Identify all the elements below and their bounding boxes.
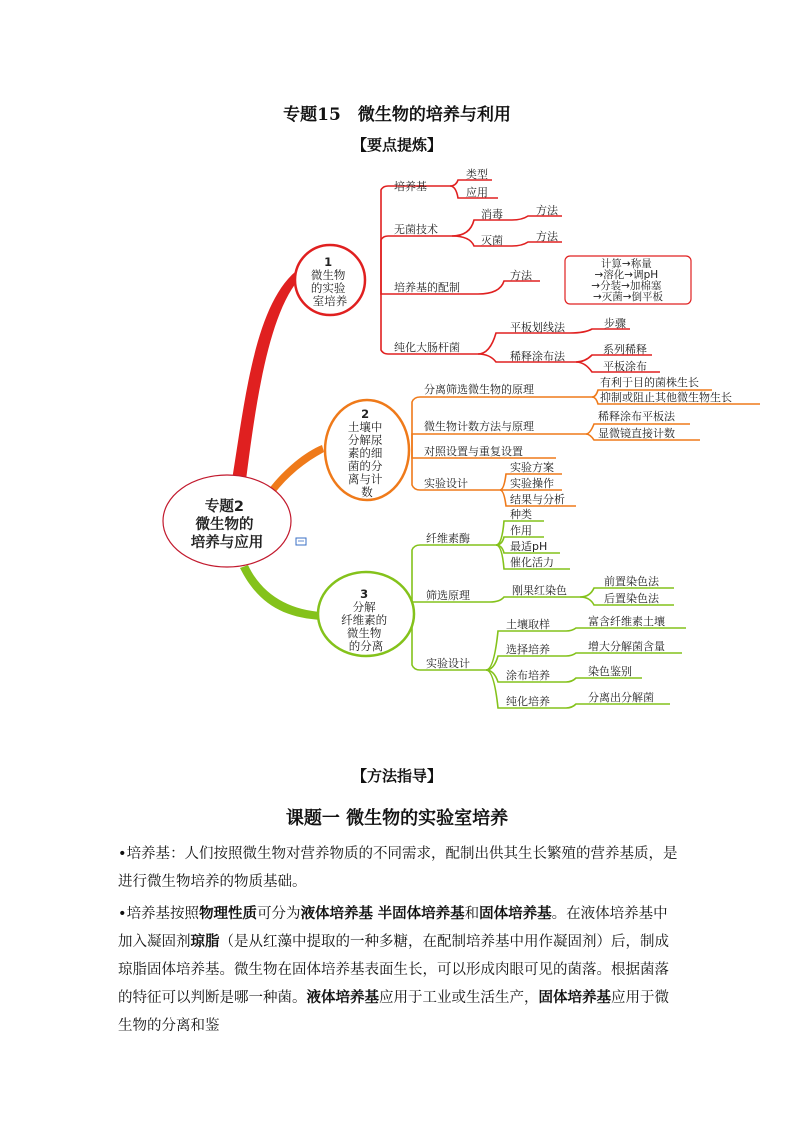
para2-text-6: （是从红藻中提取的一种多糖，在配制培养基中用作凝固剂）后，制成琼脂固体培养基。微生物在固体培养基表面生长，可以形成肉眼可见的菌落。根据菌落的特征可以判断是哪一种菌。 xyxy=(118,934,669,1006)
para2-bold-7: 固体培养基 xyxy=(538,990,611,1006)
b2-principle: 分离筛选微生物的原理 xyxy=(424,383,534,396)
section-heading-points: 【要点提炼】 xyxy=(351,136,442,154)
branch-3-line-4: 的分离 xyxy=(348,639,384,653)
b3-enzyme-2: 作用 xyxy=(510,524,532,537)
center-line-3: 培养与应用 xyxy=(190,535,264,551)
branch-2-line-3: 素的细 xyxy=(347,446,383,460)
prep-step-1: 计算→称量 xyxy=(600,258,652,270)
b3-purify-result: 分离出分解菌 xyxy=(588,691,654,704)
b2-principle-2: 抑制或阻止其他微生物生长 xyxy=(600,391,732,404)
svg-text:2 土壤中 分解尿 素的细 xyxy=(348,407,386,499)
bullet: • xyxy=(118,906,127,922)
b3-purify: 纯化培养 xyxy=(506,695,550,708)
branch-2-line-5: 离与计 xyxy=(347,472,383,486)
b1-aseptic: 无菌技术 xyxy=(394,223,438,236)
center-line-1: 专题2 xyxy=(204,499,245,515)
b2-count: 微生物计数方法与原理 xyxy=(424,420,534,433)
b2-design-2: 实验操作 xyxy=(510,477,554,490)
b1-type: 类型 xyxy=(466,168,488,181)
branch-1-line-1: 微生物 xyxy=(310,268,346,282)
para2-text-1: 培养基按照 xyxy=(126,906,200,922)
para2-bold-1: 物理性质 xyxy=(199,906,258,922)
bullet: • xyxy=(118,846,127,862)
b2-design-3: 结果与分析 xyxy=(510,493,565,506)
b1-disinfect: 消毒 xyxy=(481,208,503,221)
b1-steps: 步骤 xyxy=(604,317,626,330)
para2-bold-5: 琼脂 xyxy=(190,934,220,950)
b2-principle-1: 有利于目的菌株生长 xyxy=(600,376,699,389)
b3-spread: 涂布培养 xyxy=(506,669,550,682)
b1-apply: 应用 xyxy=(466,186,488,199)
b3-screen: 筛选原理 xyxy=(426,589,470,602)
b3-design: 实验设计 xyxy=(426,657,470,670)
branch-3-line-2: 纤维素的 xyxy=(341,613,388,627)
para2-bold-4: 固体培养基 xyxy=(479,906,552,922)
b3-select: 选择培养 xyxy=(506,643,550,656)
page-title: 专题15 微生物的培养与利用 xyxy=(283,105,511,125)
para2-bold-6: 液体培养基 xyxy=(306,990,379,1006)
b3-screen-1: 前置染色法 xyxy=(604,575,659,588)
mind-map xyxy=(0,160,794,720)
b3-congo: 刚果红染色 xyxy=(512,584,567,597)
para2-bold-3: 半固体培养基 xyxy=(377,906,465,922)
b1-method-2: 方法 xyxy=(536,230,558,243)
b3-soil: 土壤取样 xyxy=(506,618,550,631)
b3-select-result: 增大分解菌含量 xyxy=(588,640,665,653)
b1-purify: 纯化大肠杆菌 xyxy=(394,341,460,354)
para2-text-2: 可分为 xyxy=(257,906,301,922)
para2-text-8: 应用于微生物的分离和鉴 xyxy=(118,990,669,1034)
branch-2-line-4: 菌的分 xyxy=(347,459,383,473)
para1-text: ：人们按照微生物对营养物质的不同需求，配制出供其生长繁殖的营养基质，是进行微生物培养的物质基础。 xyxy=(118,846,678,890)
prep-step-4: →灭菌→倒平板 xyxy=(592,291,664,303)
center-line-2: 微生物的 xyxy=(195,517,254,533)
section-heading-method: 【方法指导】 xyxy=(351,767,442,785)
branch-2-line-2: 分解尿 xyxy=(347,433,383,447)
b1-method-1: 方法 xyxy=(536,204,558,217)
svg-text:纤维素酶 种类 作用 最适pH xyxy=(426,507,669,708)
branch-1-connector xyxy=(232,268,302,480)
b1-prep-method: 方法 xyxy=(510,269,532,282)
branch-2-line-6: 数 xyxy=(361,485,373,499)
b2-design-1: 实验方案 xyxy=(510,461,554,474)
b2-count-1: 稀释涂布平板法 xyxy=(598,410,675,423)
prep-step-3: →分装→加棉塞 xyxy=(591,280,662,292)
para2-bold-2: 液体培养基 xyxy=(300,906,374,922)
paragraph-1 xyxy=(118,840,680,896)
b1-sterilize: 灭菌 xyxy=(481,234,503,247)
b1-streak: 平板划线法 xyxy=(510,321,565,334)
branch-3-line-3: 微生物 xyxy=(346,626,382,640)
lesson-title: 课题一 微生物的实验室培养 xyxy=(285,808,509,829)
b2-count-2: 显微镜直接计数 xyxy=(598,427,675,440)
b1-prep: 培养基的配制 xyxy=(394,281,460,294)
para2-text-7: 应用于工业或生活生产， xyxy=(379,990,539,1006)
svg-text:计算→称量 →溶化→调pH →分装→加棉塞 xyxy=(591,257,664,303)
note-icon[interactable] xyxy=(296,538,306,545)
b3-enzyme: 纤维素酶 xyxy=(426,532,470,545)
branch-1-number: 1 xyxy=(324,255,333,269)
b1-spread: 稀释涂布法 xyxy=(510,350,565,363)
para2-text-4: 和 xyxy=(464,906,480,922)
b3-soil-result: 富含纤维素土壤 xyxy=(588,615,665,628)
b3-screen-2: 后置染色法 xyxy=(604,592,659,605)
branch-2-number: 2 xyxy=(361,407,370,421)
paragraph-2 xyxy=(118,900,680,1040)
branch-3-number: 3 xyxy=(360,587,369,601)
b1-plate-spread: 平板涂布 xyxy=(603,360,647,373)
b3-enzyme-4: 催化活力 xyxy=(510,556,554,569)
branch-1-line-2: 的实验 xyxy=(310,281,346,295)
b2-control: 对照设置与重复设置 xyxy=(424,445,523,458)
b2-design: 实验设计 xyxy=(424,477,468,490)
b1-serial: 系列稀释 xyxy=(603,343,647,356)
branch-2-connector xyxy=(268,445,324,494)
para1-label: 培养基 xyxy=(126,846,171,862)
b1-medium: 培养基 xyxy=(394,180,427,193)
b3-enzyme-3: 最适pH xyxy=(510,540,548,553)
prep-step-2: →溶化→调pH xyxy=(594,269,659,281)
b3-enzyme-1: 种类 xyxy=(510,508,532,521)
branch-2-line-1: 土壤中 xyxy=(347,420,383,434)
branch-3-connector xyxy=(240,565,322,620)
para2-text-5: 。在液体培养基中加入凝固剂 xyxy=(118,906,668,950)
b3-spread-result: 染色鉴别 xyxy=(588,665,632,678)
branch-1-line-3: 室培养 xyxy=(312,294,348,308)
branch-3-line-1: 分解 xyxy=(352,600,376,614)
